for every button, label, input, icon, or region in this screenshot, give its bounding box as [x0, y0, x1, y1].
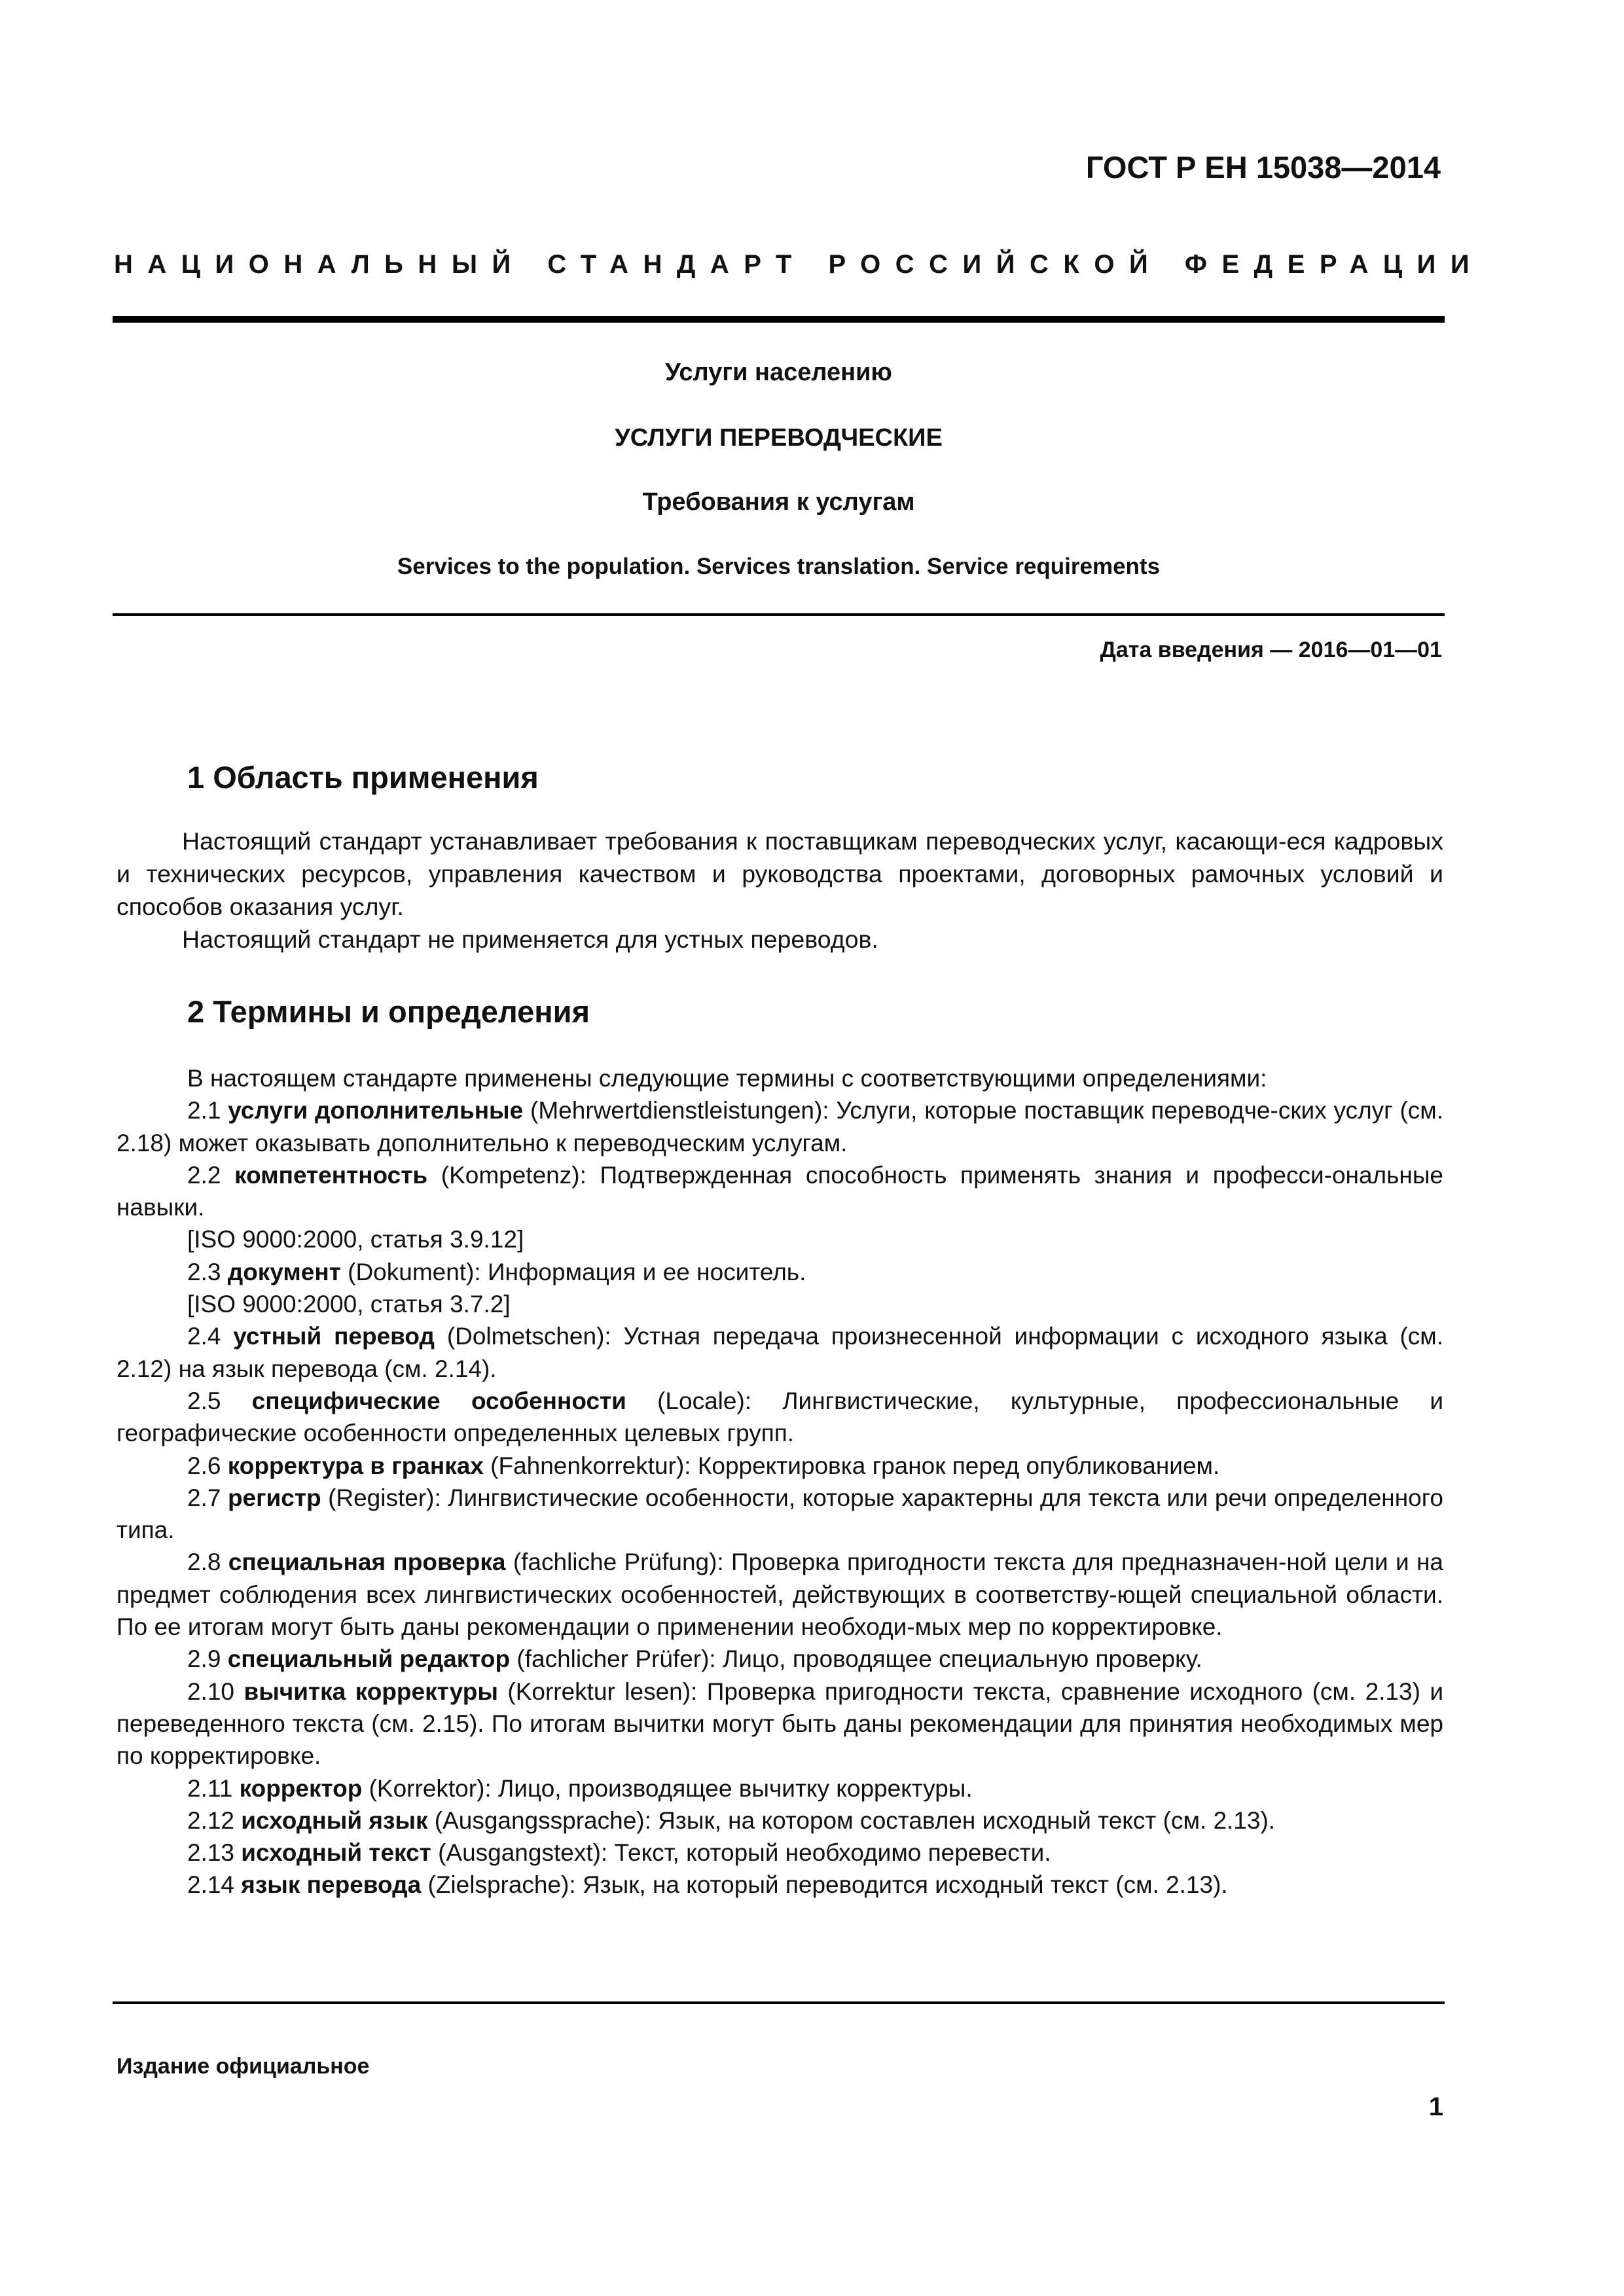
- definition-entry: [117, 1159, 1443, 1224]
- section-2-heading: 2 Термины и определения: [187, 994, 590, 1029]
- entry-term: регистр: [227, 1484, 321, 1511]
- definition-entries: [117, 1094, 1443, 1901]
- definition-entry: [117, 1482, 1443, 1547]
- definition-entry: [117, 1094, 1443, 1159]
- introduction-date: Дата введения — 2016—01—01: [1100, 637, 1442, 662]
- top-thick-rule: [113, 316, 1445, 323]
- entry-number: 2.12: [187, 1806, 235, 1834]
- entry-term: исходный текст: [241, 1839, 431, 1867]
- definition-entry: [117, 1837, 1443, 1869]
- definition-entry: [117, 1869, 1443, 1901]
- english-title: Services to the population. Services translation. Service requirements: [397, 554, 1161, 579]
- entry-definition: (Locale): Лингвистические, культурные, профессиональные и географические особенности определенных целевых групп.: [117, 1387, 1444, 1447]
- entry-term: компетентность: [234, 1161, 428, 1189]
- official-edition-label: Издание официальное: [117, 2054, 370, 2079]
- entry-definition: (Dokument): Информация и ее носитель.: [340, 1258, 806, 1285]
- entry-definition: (Korrektor): Лицо, производящее вычитку корректуры.: [362, 1774, 973, 1802]
- definition-entry: [117, 1450, 1443, 1482]
- paragraph: Настоящий стандарт не применяется для устных переводов.: [182, 925, 878, 953]
- entry-definition: (fachlicher Prüfer): Лицо, проводящее специальную проверку.: [510, 1645, 1202, 1673]
- national-standard-heading: НАЦИОНАЛЬНЫЙ СТАНДАРТ РОССИЙСКОЙ ФЕДЕРАЦИИ: [114, 250, 1485, 279]
- entry-definition: (Ausgangssprache): Язык, на котором составлен исходный текст (см. 2.13).: [427, 1806, 1276, 1834]
- entry-definition: (Korrektur lesen): Проверка пригодности текста, сравнение исходного (см. 2.13) и переведенного текста (см. 2.15). По итогам вычитки могут быть даны рекомендации для принятия необходимых мер по корректировке.: [117, 1677, 1444, 1770]
- definition-entry: [117, 1772, 1443, 1804]
- entry-number: 2.14: [187, 1871, 235, 1899]
- entry-definition: (Mehrwertdienstleistungen): Услуги, которые поставщик переводче-ских услуг (см. 2.18) может оказывать дополнительно к переводческим услугам.: [117, 1097, 1444, 1157]
- definition-entry: [117, 1676, 1443, 1772]
- entry-number: 2.7: [187, 1484, 221, 1511]
- definition-entry: [117, 1320, 1443, 1385]
- entry-definition: (fachliche Prüfung): Проверка пригодности текста для предназначен-ной цели и на предмет соблюдения всех лингвистических особенностей, действующих в соответству-ющей специальной области. По ее итогам могут быть даны рекомендации о применении необходи-мых мер по корректировке.: [117, 1549, 1444, 1641]
- entry-number: 2.5: [187, 1387, 221, 1414]
- entry-definition: (Kompetenz): Подтвержденная способность применять знания и професси-ональные навыки.: [117, 1161, 1444, 1221]
- entry-term: вычитка корректуры: [244, 1677, 498, 1705]
- document-number: ГОСТ Р ЕН 15038—2014: [1085, 150, 1441, 185]
- paragraph: Настоящий стандарт устанавливает требования к поставщикам переводческих услуг, касающи-еся кадровых и технических ресурсов, управления качеством и руководства проектами, договорных рамочных условий и способов оказания услуг.: [117, 827, 1443, 920]
- reference-citation: [ISO 9000:2000, статья 3.9.12]: [187, 1226, 524, 1253]
- entry-term: исходный язык: [241, 1806, 428, 1834]
- entry-number: 2.13: [187, 1839, 235, 1867]
- entry-definition: (Register): Лингвистические особенности, которые характерны для текста или речи определенного типа.: [117, 1484, 1443, 1544]
- entry-term: устный перевод: [233, 1323, 435, 1350]
- page-number: 1: [1428, 2092, 1443, 2121]
- definition-entry: [117, 1804, 1443, 1837]
- definition-entry: [117, 1256, 1443, 1288]
- definitions-intro: В настоящем стандарте применены следующие термины с соответствующими определениями:: [187, 1065, 1267, 1092]
- entry-number: 2.11: [187, 1774, 233, 1802]
- entry-definition: (Zielsprache): Язык, на который переводится исходный текст (см. 2.13).: [421, 1871, 1228, 1899]
- section-1-heading: 1 Область применения: [187, 760, 539, 795]
- reference-citation: [ISO 9000:2000, статья 3.7.2]: [187, 1291, 511, 1318]
- entry-term: специфические особенности: [251, 1387, 626, 1414]
- standard-subtitle: Требования к услугам: [642, 488, 915, 516]
- entry-number: 2.2: [187, 1161, 221, 1189]
- entry-term: язык перевода: [241, 1871, 422, 1899]
- entry-term: специальный редактор: [227, 1645, 511, 1673]
- entry-term: документ: [227, 1258, 341, 1285]
- entry-term: корректура в гранках: [227, 1452, 484, 1479]
- footer-rule: [113, 2001, 1445, 2004]
- definition-entry: [117, 1643, 1443, 1675]
- entry-definition: (Dolmetschen): Устная передача произнесенной информации с исходного языка (см. 2.12) на язык перевода (см. 2.14).: [117, 1323, 1443, 1382]
- definitions-list: [117, 1062, 1443, 1901]
- entry-number: 2.9: [187, 1645, 221, 1673]
- entry-term: корректор: [239, 1774, 363, 1802]
- entry-number: 2.3: [187, 1258, 221, 1285]
- entry-number: 2.10: [187, 1677, 235, 1705]
- entry-number: 2.1: [187, 1097, 221, 1124]
- definition-entry: [117, 1546, 1443, 1643]
- definition-entry: [117, 1385, 1443, 1450]
- entry-term: специальная проверка: [228, 1549, 506, 1576]
- entry-term: услуги дополнительные: [228, 1097, 524, 1124]
- section-1-body: [117, 825, 1443, 956]
- standard-main-title: УСЛУГИ ПЕРЕВОДЧЕСКИЕ: [615, 424, 943, 452]
- entry-number: 2.6: [187, 1452, 221, 1479]
- title-rule: [113, 613, 1445, 616]
- entry-number: 2.4: [187, 1323, 221, 1350]
- entry-number: 2.8: [187, 1549, 221, 1576]
- entry-definition: (Fahnenkorrektur): Корректировка гранок перед опубликованием.: [483, 1452, 1220, 1479]
- standard-group-title: Услуги населению: [665, 359, 892, 386]
- entry-definition: (Ausgangstext): Текст, который необходимо перевести.: [431, 1839, 1051, 1867]
